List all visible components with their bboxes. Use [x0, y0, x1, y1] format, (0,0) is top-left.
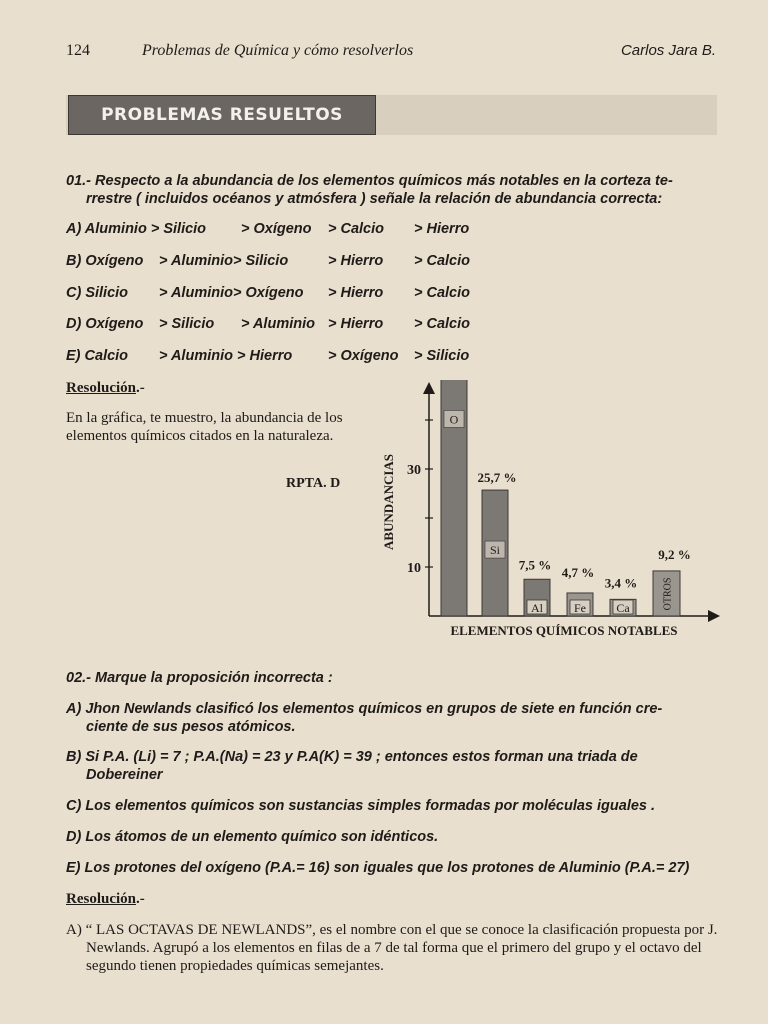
option-b-line-2: Dobereiner [86, 767, 163, 783]
answer-1: RPTA. D [286, 476, 341, 491]
option-d-part: D) Oxígeno [66, 316, 144, 332]
x-axis-label: ELEMENTOS QUÍMICOS NOTABLES [450, 623, 678, 638]
option-e-part: > Aluminio > Hierro [159, 348, 293, 364]
option-e-part: > Silicio [414, 348, 470, 364]
option-b-part: > Calcio [414, 253, 471, 269]
resolution-1-suffix: .- [136, 380, 145, 396]
category-label: Fe [574, 601, 586, 615]
resolution-2-label: Resolución [66, 891, 137, 907]
question-2-option-c: C) Los elementos químicos son sustancias simples formadas por moléculas iguales . [66, 798, 656, 814]
resolution-1-text: En la gráfica, te muestro, la abundancia de los elementos químicos citados en la naturaleza. [66, 410, 343, 444]
option-e-part: E) Calcio [66, 348, 129, 364]
resolution-2-answer-a [66, 921, 722, 975]
page-number: 124 [66, 42, 90, 59]
value-label: 9,2 % [658, 546, 691, 562]
option-c-part: > Aluminio> Oxígeno [159, 285, 304, 301]
y-axis-label: ABUNDANCIAS [381, 453, 396, 551]
answer-a-text: A) “ LAS OCTAVAS DE NEWLANDS”, es el nombre con el que se conoce la clasificación propuesta por J. Newlands. Agrupó a los elementos en filas de a 7 de tal forma que el primero del grupo y el octavo del segundo tienen propiedades químicas semejantes. [66, 922, 718, 974]
category-label: Si [489, 543, 501, 558]
question-1-line-1: 01.- Respecto a la abundancia de los elementos químicos más notables en la corteza te- [66, 173, 673, 189]
book-title: Problemas de Química y cómo resolverlos [142, 42, 414, 59]
option-b-part: > Hierro [328, 253, 384, 269]
chart-bars [441, 380, 680, 616]
option-a-line-1: A) Jhon Newlands clasificó los elementos químicos en grupos de siete en función cre- [66, 701, 663, 717]
option-a-part: > Oxígeno [241, 221, 312, 237]
option-b-part: B) Oxígeno [66, 253, 144, 269]
option-a-part: > Calcio [328, 221, 385, 237]
option-d-part: > Silicio [159, 316, 215, 332]
option-d-part: > Hierro [328, 316, 384, 332]
option-c-part: C) Silicio [66, 285, 129, 301]
value-label: 7,5 % [518, 557, 552, 573]
option-c-part: > Calcio [414, 285, 471, 301]
option-a-part: A) Aluminio > Silicio [66, 221, 207, 237]
question-2-option-e: E) Los protones del oxígeno (P.A.= 16) son iguales que los protones de Aluminio (P.A.= 27) [66, 860, 690, 876]
y-tick-label: 30 [407, 463, 421, 478]
resolution-1-label: Resolución [66, 380, 137, 396]
question-2-option-b [66, 748, 718, 784]
question-2-option-a [66, 700, 718, 736]
resolution-1-heading [66, 380, 145, 397]
y-tick-label: 10 [407, 561, 421, 576]
category-label: O [449, 412, 459, 427]
resolution-2-suffix: .- [136, 891, 145, 907]
chart-labels [435, 380, 691, 615]
question-2-option-d: D) Los átomos de un elemento químico son idénticos. [66, 829, 439, 845]
option-e-part: > Oxígeno [328, 348, 399, 364]
category-label: OTROS [662, 577, 674, 611]
author-name: Carlos Jara B. [620, 42, 716, 59]
option-a-part: > Hierro [414, 221, 470, 237]
value-label: 4,7 % [561, 564, 595, 580]
value-label: 3,4 % [604, 575, 638, 591]
question-1-line-2: rrestre ( incluidos océanos y atmósfera ) señale la relación de abundancia correcta: [86, 191, 663, 207]
option-b-line-1: B) Si P.A. (Li) = 7 ; P.A.(Na) = 23 y P.A(K) = 39 ; entonces estos forman una triada de [66, 749, 638, 765]
resolution-2-heading [66, 891, 145, 908]
category-label: Ca [616, 601, 630, 615]
option-c-part: > Hierro [328, 285, 384, 301]
question-1-stem [66, 172, 718, 208]
option-d-part: > Aluminio [241, 316, 315, 332]
value-label: 25,7 % [477, 470, 517, 486]
abundance-bar-chart [368, 380, 720, 642]
option-d-part: > Calcio [414, 316, 471, 332]
option-a-line-2: ciente de sus pesos atómicos. [86, 719, 296, 735]
section-title: PROBLEMAS RESUELTOS [68, 95, 376, 135]
question-2-stem: 02.- Marque la proposición incorrecta : [66, 670, 333, 686]
option-b-part: > Aluminio> Silicio [159, 253, 289, 269]
category-label: Al [531, 601, 543, 615]
